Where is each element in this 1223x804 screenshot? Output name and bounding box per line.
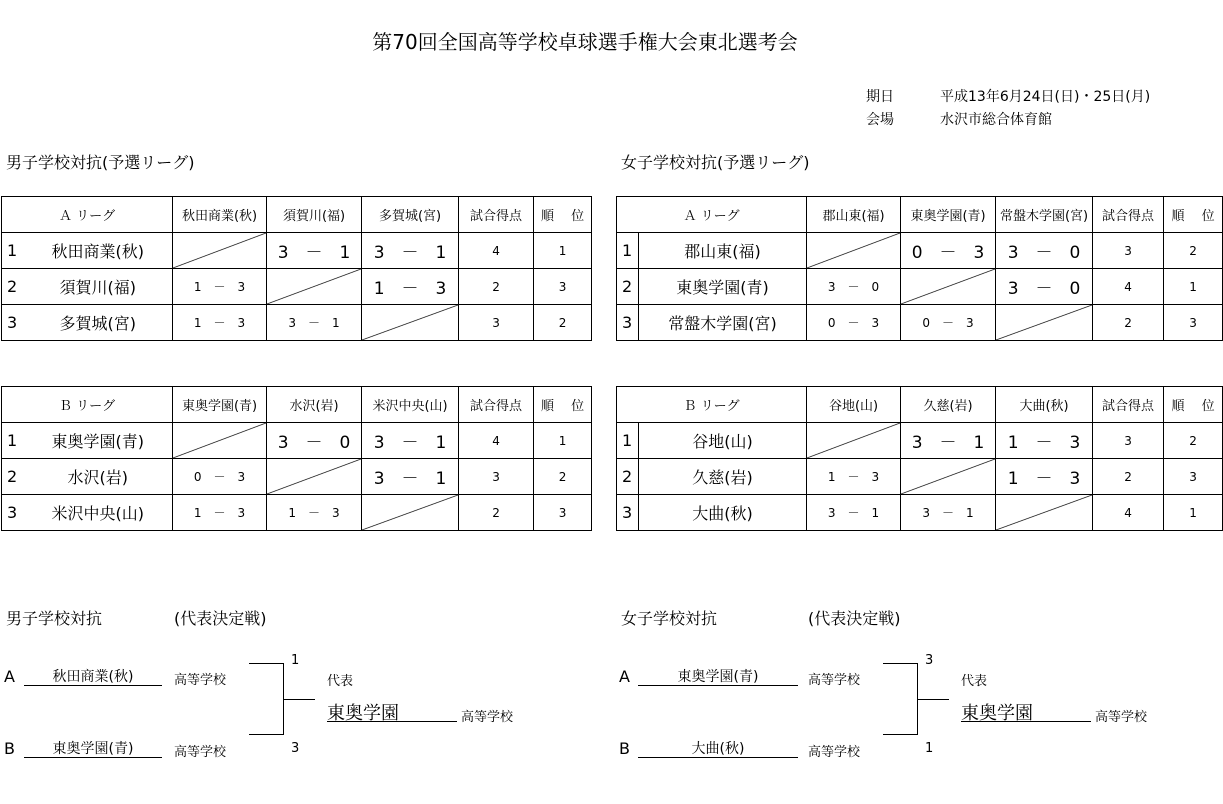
table-row	[617, 305, 1223, 341]
rank-header: 順 位	[534, 197, 592, 233]
league-name: Ｂ リーグ	[617, 387, 807, 423]
team-name: 須賀川(福)	[24, 269, 173, 305]
girls-final-b-team: 大曲(秋)	[638, 738, 798, 758]
table-row	[617, 233, 1223, 269]
points-cell: 3	[459, 305, 534, 341]
girls-section-title: 女子学校対抗(予選リーグ)	[621, 153, 810, 172]
girls-final-b-suffix: 高等学校	[808, 745, 861, 760]
bracket-line	[883, 663, 917, 664]
team-name: 水沢(岩)	[24, 459, 173, 495]
table-row	[2, 459, 592, 495]
diagonal-cell	[267, 459, 362, 495]
score-cell: 1 － 3	[362, 269, 459, 305]
league-name: Ａ リーグ	[2, 197, 173, 233]
girls-final-b-score: 1	[925, 741, 934, 756]
venue-label: 会場	[866, 112, 894, 128]
boys-final-rep-label: 代表	[327, 674, 354, 689]
rank-cell: 3	[534, 495, 592, 531]
boys-final-a-team: 秋田商業(秋)	[24, 666, 162, 686]
boys-final-b-suffix: 高等学校	[174, 745, 227, 760]
row-number: 2	[2, 269, 24, 305]
points-cell: 4	[459, 423, 534, 459]
opponent-header: 郡山東(福)	[807, 197, 901, 233]
boys-league-b-table	[1, 386, 592, 531]
girls-final-subtitle: (代表決定戦)	[808, 609, 901, 628]
points-cell: 2	[1093, 305, 1164, 341]
date-label: 期日	[866, 89, 894, 105]
points-cell: 3	[1093, 233, 1164, 269]
diagonal-cell	[807, 423, 901, 459]
team-name: 谷地(山)	[639, 423, 807, 459]
table-row	[617, 495, 1223, 531]
girls-final-a-suffix: 高等学校	[808, 673, 861, 688]
diagonal-cell	[267, 269, 362, 305]
points-header: 試合得点	[1093, 387, 1164, 423]
score-cell: 1 － 3	[173, 495, 267, 531]
diagonal-cell	[362, 495, 459, 531]
rank-cell: 3	[1164, 305, 1223, 341]
score-cell: 3 － 1	[901, 495, 996, 531]
score-cell: 1 － 3	[807, 459, 901, 495]
boys-final-b-team: 東奥学園(青)	[24, 738, 162, 758]
row-number: 1	[2, 233, 24, 269]
boys-final-a-label: A	[4, 667, 15, 686]
rank-cell: 3	[534, 269, 592, 305]
points-cell: 2	[459, 269, 534, 305]
score-cell: 3 － 1	[267, 233, 362, 269]
score-cell: 3 － 0	[996, 233, 1093, 269]
page-title: 第70回全国高等学校卓球選手権大会東北選考会	[372, 30, 798, 54]
boys-final-a-suffix: 高等学校	[174, 673, 227, 688]
diagonal-cell	[173, 233, 267, 269]
points-cell: 4	[459, 233, 534, 269]
score-cell: 3 － 0	[807, 269, 901, 305]
girls-league-b-table	[616, 386, 1223, 531]
row-number: 2	[2, 459, 24, 495]
rank-header: 順 位	[1164, 197, 1223, 233]
diagonal-cell	[901, 459, 996, 495]
girls-final-a-score: 3	[925, 653, 934, 668]
points-header: 試合得点	[459, 387, 534, 423]
rank-cell: 2	[534, 305, 592, 341]
diagonal-cell	[901, 269, 996, 305]
points-cell: 3	[459, 459, 534, 495]
points-header: 試合得点	[459, 197, 534, 233]
row-number: 3	[617, 495, 639, 531]
venue-value: 水沢市総合体育館	[940, 112, 1052, 128]
diagonal-cell	[996, 495, 1093, 531]
score-cell: 0 － 3	[901, 305, 996, 341]
rank-cell: 1	[534, 233, 592, 269]
points-cell: 4	[1093, 495, 1164, 531]
girls-final-title: 女子学校対抗	[621, 609, 718, 628]
row-number: 3	[2, 305, 24, 341]
diagonal-cell	[996, 305, 1093, 341]
girls-final-rep-team: 東奥学園	[961, 699, 1091, 722]
points-cell: 3	[1093, 423, 1164, 459]
bracket-line	[883, 734, 917, 735]
score-cell: 3 － 1	[807, 495, 901, 531]
team-name: 秋田商業(秋)	[24, 233, 173, 269]
boys-final-a-score: 1	[291, 653, 300, 668]
diagonal-cell	[807, 233, 901, 269]
row-number: 1	[617, 423, 639, 459]
table-row	[2, 233, 592, 269]
row-number: 1	[2, 423, 24, 459]
row-number: 2	[617, 269, 639, 305]
league-name: Ａ リーグ	[617, 197, 807, 233]
rank-header: 順 位	[534, 387, 592, 423]
girls-final-rep-suffix: 高等学校	[1095, 710, 1148, 725]
team-name: 東奥学園(青)	[24, 423, 173, 459]
score-cell: 1 － 3	[173, 269, 267, 305]
score-cell: 0 － 3	[173, 459, 267, 495]
opponent-header: 米沢中央(山)	[362, 387, 459, 423]
score-cell: 3 － 0	[267, 423, 362, 459]
row-number: 3	[617, 305, 639, 341]
date-value: 平成13年6月24日(日)・25日(月)	[940, 89, 1151, 105]
table-row	[2, 423, 592, 459]
score-cell: 1 － 3	[996, 423, 1093, 459]
rank-header: 順 位	[1164, 387, 1223, 423]
score-cell: 3 － 1	[267, 305, 362, 341]
boys-final-b-label: B	[4, 739, 15, 758]
girls-final-a-team: 東奥学園(青)	[638, 666, 798, 686]
boys-league-a-table	[1, 196, 592, 341]
team-name: 大曲(秋)	[639, 495, 807, 531]
team-name: 米沢中央(山)	[24, 495, 173, 531]
score-cell: 3 － 1	[362, 423, 459, 459]
girls-final-a-label: A	[619, 667, 630, 686]
girls-league-a-table	[616, 196, 1223, 341]
table-row	[617, 269, 1223, 305]
opponent-header: 東奥学園(青)	[901, 197, 996, 233]
table-row	[2, 495, 592, 531]
boys-final-b-score: 3	[291, 741, 300, 756]
boys-final-rep-suffix: 高等学校	[461, 710, 514, 725]
boys-final-title: 男子学校対抗	[6, 609, 103, 628]
team-name: 東奥学園(青)	[639, 269, 807, 305]
rank-cell: 1	[534, 423, 592, 459]
rank-cell: 1	[1164, 495, 1223, 531]
boys-final-rep-team: 東奥学園	[327, 699, 457, 722]
team-name: 郡山東(福)	[639, 233, 807, 269]
bracket-line	[917, 699, 949, 700]
boys-section-title: 男子学校対抗(予選リーグ)	[6, 153, 195, 172]
row-number: 2	[617, 459, 639, 495]
score-cell: 3 － 1	[901, 423, 996, 459]
points-cell: 2	[1093, 459, 1164, 495]
diagonal-cell	[362, 305, 459, 341]
opponent-header: 常盤木学園(宮)	[996, 197, 1093, 233]
bracket-line	[249, 663, 283, 664]
points-cell: 4	[1093, 269, 1164, 305]
league-name: Ｂ リーグ	[2, 387, 173, 423]
team-name: 常盤木学園(宮)	[639, 305, 807, 341]
opponent-header: 水沢(岩)	[267, 387, 362, 423]
opponent-header: 久慈(岩)	[901, 387, 996, 423]
table-row	[2, 269, 592, 305]
diagonal-cell	[173, 423, 267, 459]
score-cell: 3 － 1	[362, 233, 459, 269]
team-name: 久慈(岩)	[639, 459, 807, 495]
table-row	[617, 423, 1223, 459]
girls-final-rep-label: 代表	[961, 674, 988, 689]
opponent-header: 谷地(山)	[807, 387, 901, 423]
score-cell: 3 － 1	[362, 459, 459, 495]
row-number: 1	[617, 233, 639, 269]
table-row	[2, 305, 592, 341]
points-cell: 2	[459, 495, 534, 531]
rank-cell: 1	[1164, 269, 1223, 305]
rank-cell: 2	[1164, 423, 1223, 459]
opponent-header: 大曲(秋)	[996, 387, 1093, 423]
girls-final-b-label: B	[619, 739, 630, 758]
bracket-line	[249, 734, 283, 735]
opponent-header: 多賀城(宮)	[362, 197, 459, 233]
rank-cell: 2	[534, 459, 592, 495]
team-name: 多賀城(宮)	[24, 305, 173, 341]
rank-cell: 3	[1164, 459, 1223, 495]
opponent-header: 須賀川(福)	[267, 197, 362, 233]
score-cell: 0 － 3	[807, 305, 901, 341]
score-cell: 0 － 3	[901, 233, 996, 269]
opponent-header: 東奥学園(青)	[173, 387, 267, 423]
rank-cell: 2	[1164, 233, 1223, 269]
bracket-line	[283, 699, 315, 700]
score-cell: 1 － 3	[996, 459, 1093, 495]
score-cell: 3 － 0	[996, 269, 1093, 305]
points-header: 試合得点	[1093, 197, 1164, 233]
opponent-header: 秋田商業(秋)	[173, 197, 267, 233]
table-row	[617, 459, 1223, 495]
row-number: 3	[2, 495, 24, 531]
boys-final-subtitle: (代表決定戦)	[174, 609, 267, 628]
score-cell: 1 － 3	[267, 495, 362, 531]
score-cell: 1 － 3	[173, 305, 267, 341]
